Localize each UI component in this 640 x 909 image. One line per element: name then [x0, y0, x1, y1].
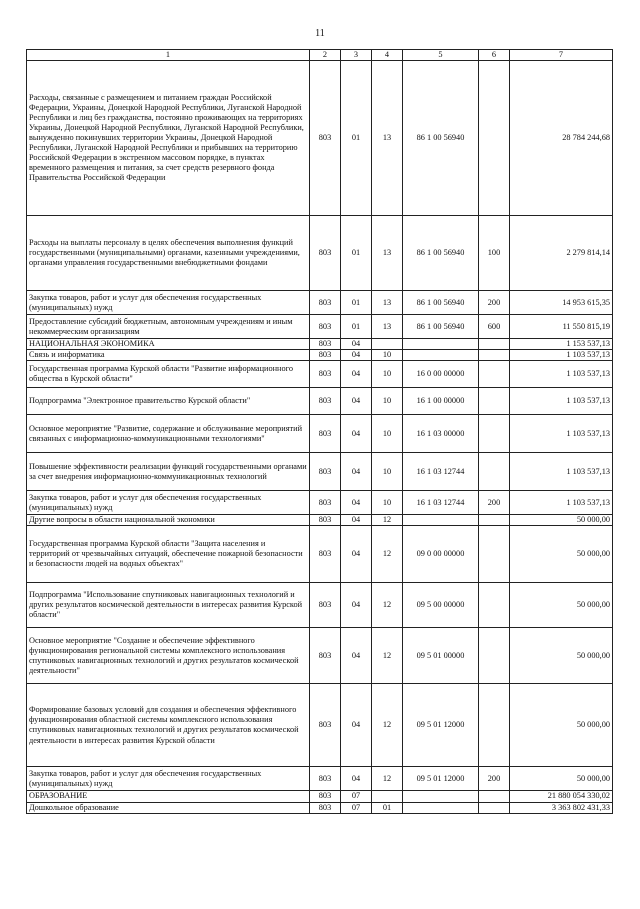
amount: 1 103 537,13 — [510, 453, 613, 491]
target-article-code — [403, 515, 479, 526]
table-row — [27, 791, 613, 802]
table-row — [27, 350, 613, 361]
table-row — [27, 515, 613, 526]
subsection-code: 12 — [372, 767, 403, 791]
header-cell: 4 — [372, 50, 403, 61]
expense-type-code — [479, 628, 510, 684]
item-name: НАЦИОНАЛЬНАЯ ЭКОНОМИКА — [27, 339, 310, 350]
expense-type-code — [479, 684, 510, 767]
section-code: 04 — [341, 415, 372, 453]
ministry-code: 803 — [310, 388, 341, 415]
expense-type-code: 100 — [479, 216, 510, 291]
ministry-code: 803 — [310, 791, 341, 802]
section-code: 04 — [341, 491, 372, 515]
subsection-code: 12 — [372, 684, 403, 767]
budget-table — [26, 49, 613, 814]
amount: 50 000,00 — [510, 526, 613, 583]
expense-type-code — [479, 453, 510, 491]
table-row — [27, 526, 613, 583]
expense-type-code: 200 — [479, 491, 510, 515]
expense-type-code — [479, 61, 510, 216]
ministry-code: 803 — [310, 339, 341, 350]
ministry-code: 803 — [310, 315, 341, 339]
table-row — [27, 291, 613, 315]
ministry-code: 803 — [310, 361, 341, 388]
amount: 50 000,00 — [510, 767, 613, 791]
item-name: Другие вопросы в области национальной экономики — [27, 515, 310, 526]
ministry-code: 803 — [310, 515, 341, 526]
ministry-code: 803 — [310, 802, 341, 813]
ministry-code: 803 — [310, 453, 341, 491]
subsection-code — [372, 791, 403, 802]
target-article-code: 16 1 03 00000 — [403, 415, 479, 453]
subsection-code: 13 — [372, 291, 403, 315]
section-code: 04 — [341, 388, 372, 415]
item-name: Закупка товаров, работ и услуг для обеспечения государственных (муниципальных) нужд — [27, 491, 310, 515]
item-name: Связь и информатика — [27, 350, 310, 361]
section-code: 04 — [341, 767, 372, 791]
subsection-code: 10 — [372, 415, 403, 453]
expense-type-code — [479, 526, 510, 583]
header-row — [27, 50, 613, 61]
table-row — [27, 216, 613, 291]
section-code: 04 — [341, 684, 372, 767]
section-code: 04 — [341, 515, 372, 526]
table-row — [27, 415, 613, 453]
header-cell: 7 — [510, 50, 613, 61]
target-article-code: 09 5 00 00000 — [403, 583, 479, 628]
section-code: 04 — [341, 339, 372, 350]
ministry-code: 803 — [310, 767, 341, 791]
target-article-code — [403, 350, 479, 361]
amount: 1 103 537,13 — [510, 361, 613, 388]
subsection-code: 10 — [372, 350, 403, 361]
subsection-code: 10 — [372, 388, 403, 415]
ministry-code: 803 — [310, 491, 341, 515]
table-row — [27, 628, 613, 684]
item-name: Подпрограмма "Электронное правительство Курской области" — [27, 388, 310, 415]
target-article-code: 16 1 03 12744 — [403, 491, 479, 515]
amount: 50 000,00 — [510, 684, 613, 767]
amount: 1 153 537,13 — [510, 339, 613, 350]
ministry-code: 803 — [310, 583, 341, 628]
table-row — [27, 315, 613, 339]
amount: 28 784 244,68 — [510, 61, 613, 216]
expense-type-code — [479, 361, 510, 388]
header-cell: 6 — [479, 50, 510, 61]
amount: 50 000,00 — [510, 515, 613, 526]
table-row — [27, 453, 613, 491]
header-cell: 2 — [310, 50, 341, 61]
item-name: Расходы, связанные с размещением и питанием граждан Российской Федерации, Украины, Донецкой Народной Республики, Луганской Народной Республики и лиц без гражданства, постоянно проживающих на территориях Украины, Донецкой Народной Республики, Луганской Народной Республики, вынужденно покинувших территории Украины, Донецкой Народной Республики, Луганской Народной Республики и прибывших на территорию Российской Федерации в экстренном массовом порядке, в пунктах временного размещения и питания, за счет средств резервного фонда Правительства Российской Федерации — [27, 61, 310, 216]
table-row — [27, 583, 613, 628]
item-name: Расходы на выплаты персоналу в целях обеспечения выполнения функций государственными (муниципальными) органами, казенными учреждениями, органами управления государственными внебюджетными фондами — [27, 216, 310, 291]
expense-type-code — [479, 339, 510, 350]
item-name: Дошкольное образование — [27, 802, 310, 813]
target-article-code — [403, 791, 479, 802]
target-article-code — [403, 802, 479, 813]
amount: 14 953 615,35 — [510, 291, 613, 315]
table-row — [27, 339, 613, 350]
target-article-code: 86 1 00 56940 — [403, 216, 479, 291]
amount: 1 103 537,13 — [510, 415, 613, 453]
section-code: 04 — [341, 628, 372, 684]
target-article-code: 09 0 00 00000 — [403, 526, 479, 583]
subsection-code: 12 — [372, 628, 403, 684]
subsection-code: 13 — [372, 61, 403, 216]
amount: 50 000,00 — [510, 628, 613, 684]
ministry-code: 803 — [310, 526, 341, 583]
target-article-code: 16 0 00 00000 — [403, 361, 479, 388]
subsection-code: 13 — [372, 216, 403, 291]
subsection-code — [372, 339, 403, 350]
section-code: 04 — [341, 453, 372, 491]
table-row — [27, 61, 613, 216]
expense-type-code — [479, 515, 510, 526]
section-code: 07 — [341, 802, 372, 813]
subsection-code: 10 — [372, 361, 403, 388]
amount: 50 000,00 — [510, 583, 613, 628]
header-cell: 3 — [341, 50, 372, 61]
section-code: 01 — [341, 315, 372, 339]
item-name: Формирование базовых условий для создания и обеспечения эффективного функционирования областной системы комплексного использования спутниковых навигационных технологий и других результатов космической деятельности в интересах развития Курской области — [27, 684, 310, 767]
expense-type-code — [479, 583, 510, 628]
header-cell: 1 — [27, 50, 310, 61]
ministry-code: 803 — [310, 291, 341, 315]
ministry-code: 803 — [310, 628, 341, 684]
expense-type-code — [479, 415, 510, 453]
expense-type-code: 600 — [479, 315, 510, 339]
target-article-code: 86 1 00 56940 — [403, 61, 479, 216]
section-code: 07 — [341, 791, 372, 802]
amount: 1 103 537,13 — [510, 388, 613, 415]
section-code: 04 — [341, 526, 372, 583]
item-name: ОБРАЗОВАНИЕ — [27, 791, 310, 802]
section-code: 01 — [341, 61, 372, 216]
target-article-code: 86 1 00 56940 — [403, 291, 479, 315]
section-code: 01 — [341, 291, 372, 315]
target-article-code: 09 5 01 12000 — [403, 767, 479, 791]
item-name: Подпрограмма "Использование спутниковых навигационных технологий и других результатов космической деятельности в интересах развития Курской области" — [27, 583, 310, 628]
section-code: 01 — [341, 216, 372, 291]
ministry-code: 803 — [310, 61, 341, 216]
expense-type-code — [479, 350, 510, 361]
item-name: Предоставление субсидий бюджетным, автономным учреждениям и иным некоммерческим организациям — [27, 315, 310, 339]
amount: 21 880 054 330,02 — [510, 791, 613, 802]
subsection-code: 12 — [372, 583, 403, 628]
section-code: 04 — [341, 361, 372, 388]
amount: 11 550 815,19 — [510, 315, 613, 339]
amount: 1 103 537,13 — [510, 491, 613, 515]
expense-type-code — [479, 388, 510, 415]
section-code: 04 — [341, 583, 372, 628]
table-row — [27, 684, 613, 767]
item-name: Государственная программа Курской области "Развитие информационного общества в Курской области" — [27, 361, 310, 388]
subsection-code: 12 — [372, 515, 403, 526]
ministry-code: 803 — [310, 684, 341, 767]
expense-type-code — [479, 802, 510, 813]
header-cell: 5 — [403, 50, 479, 61]
item-name: Основное мероприятие "Создание и обеспечение эффективного функционирования региональной системы комплексного использования спутниковых навигационных технологий и других результатов космической деятельности" — [27, 628, 310, 684]
item-name: Основное мероприятие "Развитие, содержание и обслуживание мероприятий связанных с информационно-коммуникационными технологиями" — [27, 415, 310, 453]
ministry-code: 803 — [310, 350, 341, 361]
page-number: 11 — [315, 28, 325, 39]
table-row — [27, 361, 613, 388]
subsection-code: 12 — [372, 526, 403, 583]
table-row — [27, 802, 613, 813]
amount: 2 279 814,14 — [510, 216, 613, 291]
subsection-code: 10 — [372, 453, 403, 491]
table-row — [27, 491, 613, 515]
expense-type-code — [479, 791, 510, 802]
target-article-code: 16 1 03 12744 — [403, 453, 479, 491]
item-name: Закупка товаров, работ и услуг для обеспечения государственных (муниципальных) нужд — [27, 767, 310, 791]
target-article-code: 09 5 01 12000 — [403, 684, 479, 767]
item-name: Повышение эффективности реализации функций государственными органами за счет внедрения информационно-коммуникационных технологий — [27, 453, 310, 491]
expense-type-code: 200 — [479, 291, 510, 315]
amount: 1 103 537,13 — [510, 350, 613, 361]
ministry-code: 803 — [310, 216, 341, 291]
subsection-code: 10 — [372, 491, 403, 515]
subsection-code: 13 — [372, 315, 403, 339]
ministry-code: 803 — [310, 415, 341, 453]
expense-type-code: 200 — [479, 767, 510, 791]
target-article-code: 09 5 01 00000 — [403, 628, 479, 684]
table-row — [27, 388, 613, 415]
target-article-code — [403, 339, 479, 350]
section-code: 04 — [341, 350, 372, 361]
subsection-code: 01 — [372, 802, 403, 813]
amount: 3 363 802 431,33 — [510, 802, 613, 813]
item-name: Государственная программа Курской области "Защита населения и территорий от чрезвычайных ситуаций, обеспечение пожарной безопасности и безопасности людей на водных объектах" — [27, 526, 310, 583]
table-row — [27, 767, 613, 791]
target-article-code: 86 1 00 56940 — [403, 315, 479, 339]
item-name: Закупка товаров, работ и услуг для обеспечения государственных (муниципальных) нужд — [27, 291, 310, 315]
target-article-code: 16 1 00 00000 — [403, 388, 479, 415]
